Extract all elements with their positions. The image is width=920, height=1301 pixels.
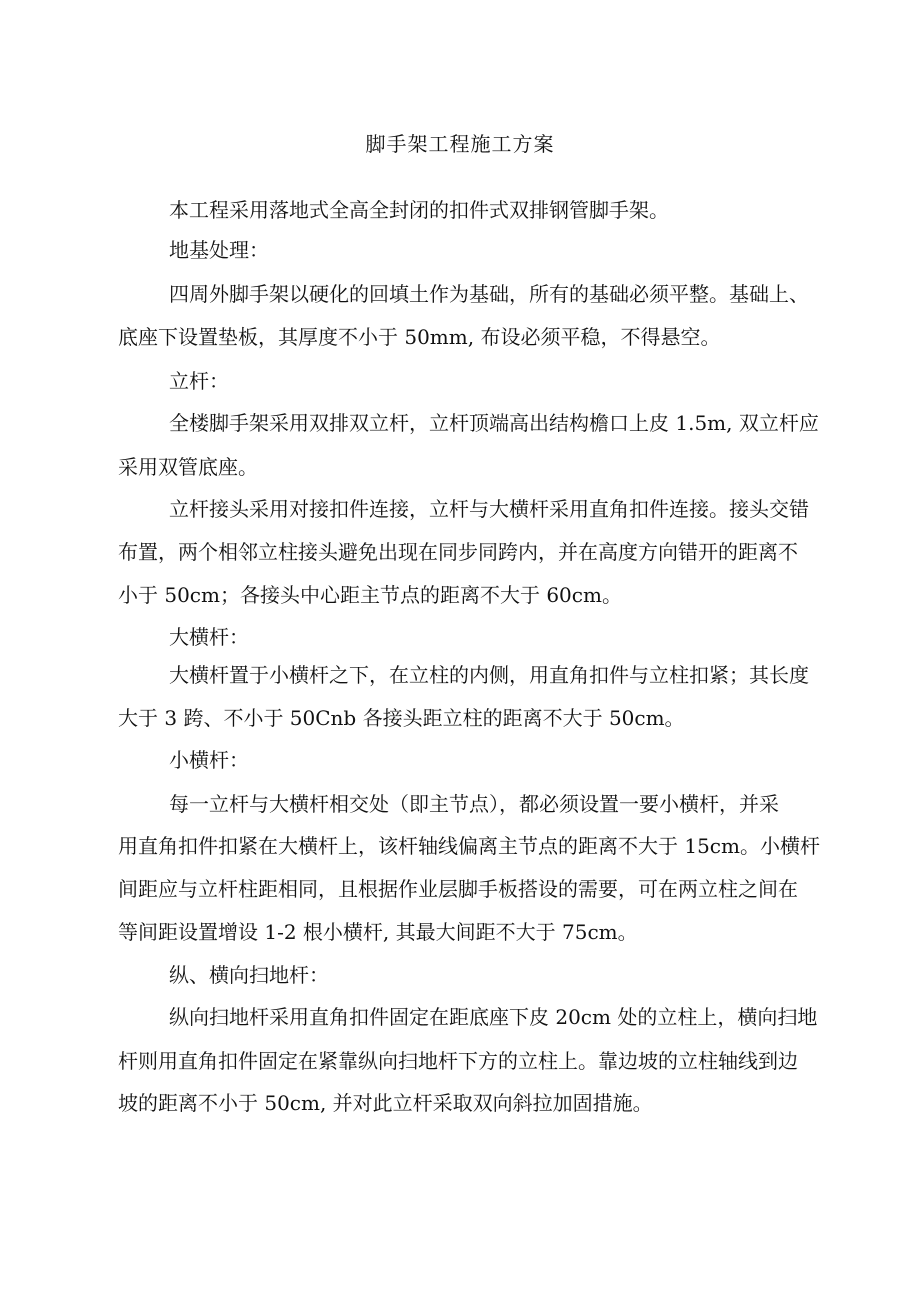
paragraph-line: 间距应与立杆柱距相同，且根据作业层脚手板搭设的需要，可在两立柱之间在 bbox=[118, 877, 798, 901]
paragraph-line: 底座下设置垫板，其厚度不小于 50mm, 布设必须平稳，不得悬空。 bbox=[118, 325, 721, 349]
paragraph-line: 全楼脚手架采用双排双立杆，立杆顶端高出结构檐口上皮 1.5m, 双立杆应 bbox=[169, 411, 819, 435]
paragraph-line: 等间距设置增设 1-2 根小横杆, 其最大间距不大于 75cm。 bbox=[118, 920, 638, 944]
paragraph-line: 大横杆置于小横杆之下，在立柱的内侧，用直角扣件与立柱扣紧；其长度 bbox=[169, 663, 809, 687]
section-heading-sweep-bar: 纵、横向扫地杆： bbox=[169, 963, 329, 987]
document-title: 脚手架工程施工方案 bbox=[365, 132, 555, 156]
paragraph-line: 纵向扫地杆采用直角扣件固定在距底座下皮 20cm 处的立柱上，横向扫地 bbox=[169, 1005, 818, 1029]
paragraph-line: 每一立杆与大横杆相交处（即主节点），都必须设置一要小横杆，并采 bbox=[169, 792, 779, 816]
section-heading-upright: 立杆： bbox=[169, 369, 229, 393]
paragraph-line: 坡的距离不小于 50cm, 并对此立杆采取双向斜拉加固措施。 bbox=[118, 1091, 653, 1115]
paragraph-line: 立杆接头采用对接扣件连接，立杆与大横杆采用直角扣件连接。接头交错 bbox=[169, 497, 809, 521]
section-heading-transom: 小横杆： bbox=[169, 748, 249, 772]
section-heading-ledger: 大横杆： bbox=[169, 625, 249, 649]
paragraph-line: 大于 3 跨、不小于 50Cnb 各接头距立柱的距离不大于 50cm。 bbox=[118, 706, 685, 730]
paragraph-line: 本工程采用落地式全高全封闭的扣件式双排钢管脚手架。 bbox=[169, 198, 669, 222]
paragraph-line: 用直角扣件扣紧在大横杆上，该杆轴线偏离主节点的距离不大于 15cm。小横杆 bbox=[118, 834, 820, 858]
paragraph-line: 四周外脚手架以硬化的回填土作为基础，所有的基础必须平整。基础上、 bbox=[169, 282, 809, 306]
paragraph-line: 杆则用直角扣件固定在紧靠纵向扫地杆下方的立柱上。靠边坡的立柱轴线到边 bbox=[118, 1049, 798, 1073]
paragraph-line: 小于 50cm；各接头中心距主节点的距离不大于 60cm。 bbox=[118, 583, 622, 607]
paragraph-line: 布置，两个相邻立柱接头避免出现在同步同跨内，并在高度方向错开的距离不 bbox=[118, 540, 798, 564]
paragraph-line: 采用双管底座。 bbox=[118, 455, 258, 479]
section-heading-foundation: 地基处理： bbox=[169, 238, 269, 262]
